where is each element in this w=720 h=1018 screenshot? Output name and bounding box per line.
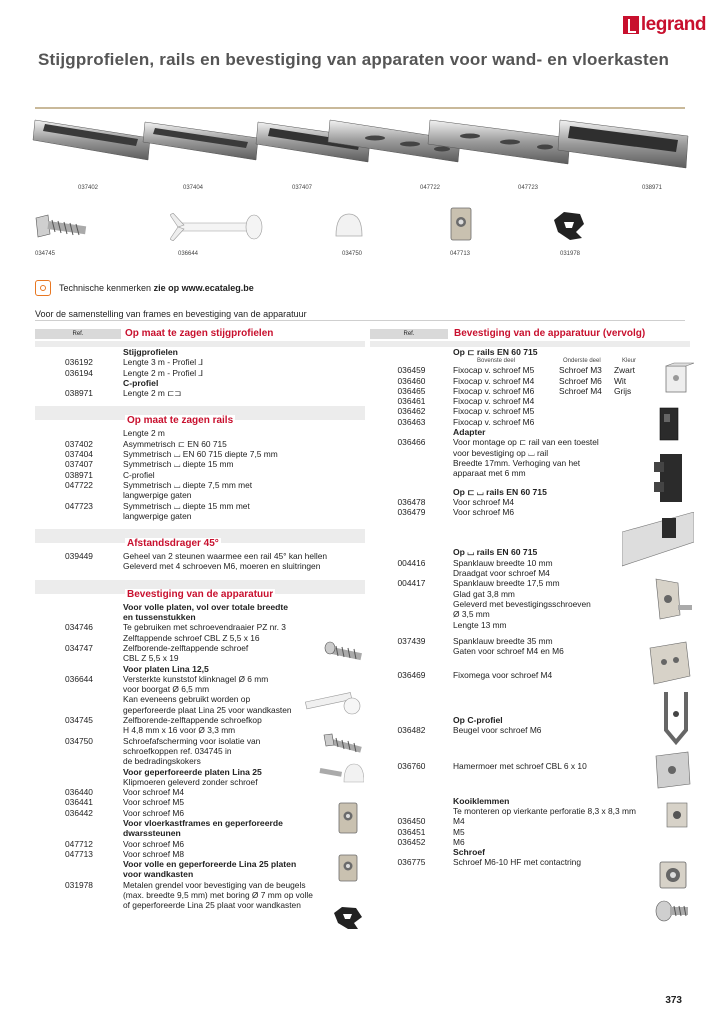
rail-code: 037407 [292,185,313,191]
table-row: 036442 Voor schroef M6 [65,807,184,818]
table-row: 036463 Fixocap v. schroef M6 [397,416,535,427]
tapping-screw-icon [322,640,364,662]
section-heading: Op maat te zagen stijgprofielen [125,328,274,339]
table-row: Gaten voor schroef M4 en M6 [453,646,564,657]
table-row: 047713 Voor schroef M8 [65,848,184,859]
section-heading: Bevestiging van de apparatuur [127,588,274,600]
table-row: Te monteren op vierkante perforatie 8,3 x 8,3 mm [453,805,636,816]
table-row: 036441 Voor schroef M5 [65,797,184,808]
clamp-wide-icon [646,640,694,686]
subheading: Op ⊏ rails EN 60 715 [453,347,538,357]
table-row: 036478 Voor schroef M4 [397,496,514,507]
subheading: Op C-profiel [453,714,503,725]
ref-header: Ref. [370,329,448,339]
table-row: langwerpige gaten [123,490,192,501]
info-text[interactable]: Technische kenmerken zie op www.ecataleg.be [59,283,254,293]
rail-code: 047723 [518,185,539,191]
latch-icon [552,210,586,242]
adapter-icon [650,452,694,504]
subheading: Voor volle en geperforeerde Lina 25 platen [123,859,297,870]
table-row: geperforeerde plaat Lina 25 voor wandkasten [123,704,292,715]
table-row: 038971 Lengte 2 m ⊏⊐ [65,388,182,399]
table-row: 036466 Voor montage op ⊏ rail van een toestel [397,437,599,448]
table-row: 036459 Fixocap v. schroef M5 Schroef M3 Zwart [397,365,635,376]
subheading: Voor geperforeerde platen Lina 25 [123,766,262,777]
clip-nut-icon [448,204,474,244]
brand-name: legrand [640,14,706,35]
cage-nut-icon [656,858,690,892]
table-row: 036462 Fixocap v. schroef M5 [397,406,535,417]
subheading: Stijgprofielen [123,347,178,357]
table-row: Kan eveneens gebruikt worden op [123,694,251,705]
table-row: H 4,8 mm x 16 voor Ø 3,3 mm [123,725,236,736]
section-band [35,580,365,600]
catalog-icon [35,280,51,296]
table-row: Lengte 13 mm [453,619,507,630]
hammer-nut-icon [664,800,690,830]
part-code: 031978 [560,251,581,257]
fixomega-icon [660,690,694,746]
subheading: dwarssteunen [123,828,181,839]
rail-code: 047722 [420,185,441,191]
table-row: 034746 Te gebruiken met schroevendraaier PZ nr. 3 [65,622,286,633]
table-row: 036482 Beugel voor schroef M6 [397,725,542,736]
table-row: voor bevestiging op ⌴ rail [453,447,549,458]
legrand-mark-icon [623,16,639,34]
section-band [35,406,365,427]
table-row: (max. breedte 9,5 mm) met boring Ø 7 mm op volle [123,890,313,901]
part-code: 036644 [178,251,199,257]
page-number: 373 [665,995,682,1006]
table-row: Breedte 17mm. Verhoging van het [453,457,581,468]
subheading: Op ⌴ rails EN 60 715 [453,547,538,558]
table-row: 047712 Voor schroef M6 [65,838,184,849]
table-row: 036479 Voor schroef M6 [397,507,514,518]
table-row: 037404 Symmetrisch ⌴ EN 60 715 diepte 7,5 mm [65,449,278,460]
fixocap-icon [660,362,694,396]
table-row: schroefkoppen ref. 034745 in [123,745,232,756]
table-row: voor boorgat Ø 6,5 mm [123,684,210,695]
section-band [35,529,365,550]
title-rule [35,107,685,109]
right-column [370,328,690,868]
brand-logo [623,14,706,36]
ref-header: Ref. [35,329,121,339]
part-code: 034745 [35,251,56,257]
table-row: 036451 M5 [397,826,465,837]
table-row: apparaat met 6 mm [453,468,526,479]
table-row: 036440 Voor schroef M4 [65,787,184,798]
screw-cap-icon [333,210,365,242]
table-row: 036452 M6 [397,836,465,847]
part-code: 047713 [450,251,471,257]
table-row: 034750 Schroefafscherming voor isolatie van [65,735,261,746]
rails-gallery [30,116,690,191]
page-title: Stijgprofielen, rails en bevestiging van apparaten voor wand- en vloerkasten [38,50,670,69]
rivet-icon [302,690,364,730]
table-row: Klipmoeren geleverd zonder schroef [123,776,258,787]
table-row: CBL Z 5,5 x 19 [123,653,179,664]
table-row: Zelftappende schroef CBL Z 5,5 x 16 [123,632,260,643]
subheading: voor wandkasten [123,869,194,880]
clip-nut-small-icon [336,800,360,836]
part-code: 034750 [342,251,363,257]
table-row: 036465 Fixocap v. schroef M6 Schroef M4 Grijs [397,385,632,396]
self-drilling-screw-icon [34,212,90,242]
rail-code: 038971 [642,185,663,191]
clip-nut-frame-icon [336,852,360,884]
table-row: 036760 Hamermoer met schroef CBL 6 x 10 [397,761,587,772]
intro-text: Voor de samenstelling van frames en bevestiging van de apparatuur [35,309,307,319]
contact-screw-icon [654,898,690,924]
table-row: Lengte 2 m [123,428,165,439]
subheading: Adapter [453,427,486,438]
technical-info [35,280,254,296]
subheading: en tussenstukken [123,612,196,623]
table-row: 047723 Symmetrisch ⌴ diepte 15 mm met [65,500,250,511]
table-row: 036644 Versterkte kunststof klinknagel Ø 6 mm [65,673,269,684]
rail-mount-icon [622,512,694,572]
table-row: 047722 Symmetrisch ⌴ diepte 7,5 mm met [65,479,253,490]
latch-small-icon [332,905,364,931]
table-row: 004417 Spanklauw breedte 17,5 mm [397,578,560,589]
table-row: 036450 M4 [397,816,465,827]
divider [35,320,685,321]
c-profile-bracket-icon [652,750,694,790]
table-row: 037439 Spanklauw breedte 35 mm [397,635,553,646]
table-row: 036194 Lengte 2 m - Profiel ⅃ [65,367,204,378]
section-heading: Afstandsdrager 45° [127,538,219,550]
rail-code: 037402 [78,185,99,191]
table-row: Ø 3,5 mm [453,609,490,620]
clamp-icon [650,575,694,623]
table-row: 036461 Fixocap v. schroef M4 [397,396,535,407]
subheading: Kooiklemmen [453,795,510,806]
table-row: 034745 Zelfborende-zelftappende schroefkop [65,715,262,726]
rail-code: 037404 [183,185,204,191]
table-row: 036460 Fixocap v. schroef M4 Schroef M6 Wit [397,375,627,386]
table-row: of geperforeerde Lina 25 plaat voor wandkasten [123,900,301,911]
section-heading: Op maat te zagen rails [127,415,234,427]
table-row: 037402 Asymmetrisch ⊏ EN 60 715 [65,438,227,449]
table-row: 031978 Metalen grendel voor bevestiging van de beugels [65,879,306,890]
subheading: C-profiel [123,377,159,388]
subheading: Op ⊏ ⌴ rails EN 60 715 [453,486,547,497]
covered-screw-icon [318,760,364,786]
table-row: 034747 Zelfborende-zelftappende schroef [65,642,249,653]
table-row: 038971 C-profiel [65,469,155,480]
table-row: 036192 Lengte 3 m - Profiel ⅃ [65,357,204,368]
subheading: Voor platen Lina 12,5 [123,663,209,674]
hex-screw-icon [322,733,364,753]
table-row: 036775 Schroef M6-10 HF met contactring [397,857,582,868]
table-row: 004416 Spanklauw breedte 10 mm [397,557,553,568]
mini-header: Bovenste deel Onderste deel Kleur [477,358,637,365]
table-row: 039449 Geheel van 2 steunen waarmee een rail 45° kan hellen [65,551,328,562]
table-row: langwerpige gaten [123,510,192,521]
subheading: Schroef [453,847,485,858]
section-heading: Bevestiging van de apparatuur (vervolg) [454,328,646,339]
table-row: Draadgat voor schroef M4 [453,568,550,579]
subheading: Voor volle platen, vol over totale breedte [123,601,289,612]
subheading: Voor vloerkastframes en geperforeerde [123,817,283,828]
table-row: 036469 Fixomega voor schroef M4 [397,670,553,681]
table-row: de bedradingskokers [123,756,201,767]
rails-illustration [30,116,690,174]
plastic-rivet-icon [170,213,270,241]
table-row: 037407 Symmetrisch ⌴ diepte 15 mm [65,459,234,470]
table-row: Glad gat 3,8 mm [453,588,515,599]
table-row: Geleverd met bevestigingsschroeven [453,598,591,609]
table-row: Geleverd met 4 schroeven M6, moeren en sluitringen [123,561,321,572]
left-column [35,328,365,911]
fixocap-black-icon [652,404,692,444]
